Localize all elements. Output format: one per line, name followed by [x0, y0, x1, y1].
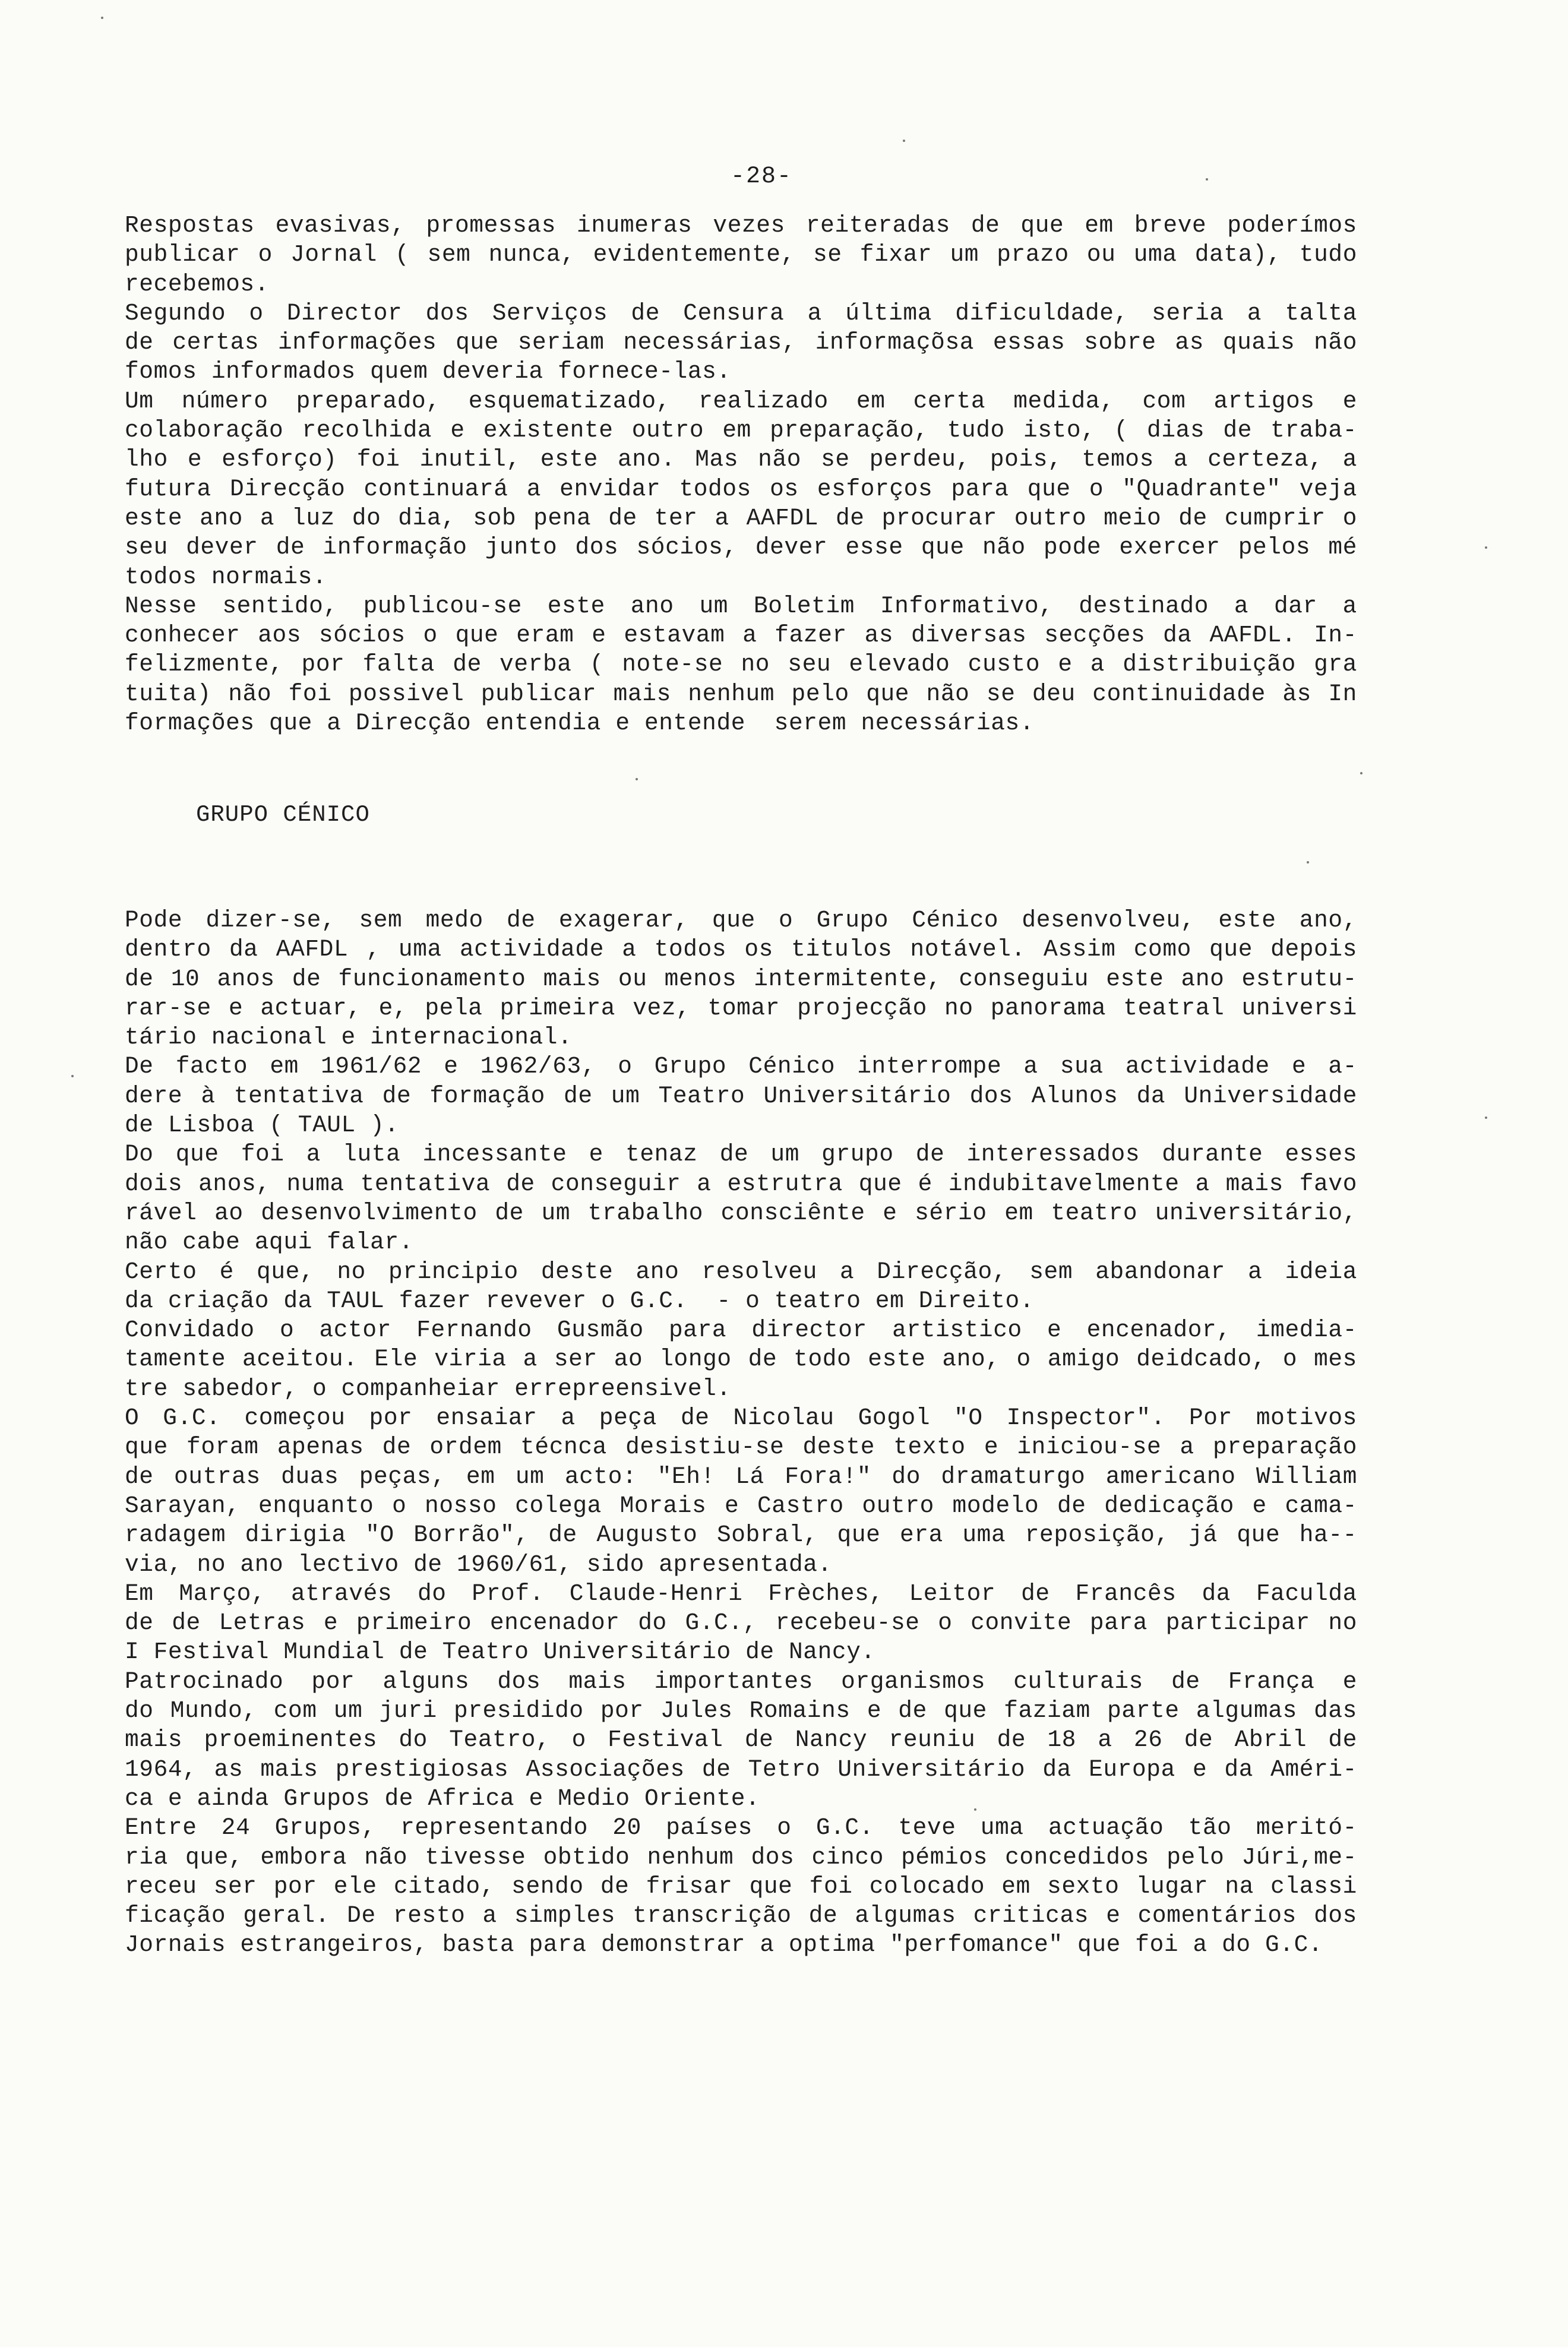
text-line: este ano a luz do dia, sob pena de ter a AAFDL de procurar outro meio de cumprir o	[125, 504, 1357, 532]
scan-speck	[71, 1075, 74, 1077]
text-line: de Lisboa ( TAUL ).	[125, 1112, 399, 1139]
text-line: lho e esforço) foi inutil, este ano. Mas não se perdeu, pois, temos a certeza, a	[125, 446, 1357, 473]
text-line: ca e ainda Grupos de Africa e Medio Oriente.	[125, 1785, 760, 1812]
text-line: recebemos.	[125, 270, 270, 298]
text-line: rar-se e actuar, e, pela primeira vez, tomar projecção no panorama teatral universi	[125, 994, 1357, 1021]
text-line: felizmente, por falta de verba ( note-se no seu elevado custo e a distribuição gra	[125, 651, 1357, 678]
text-line: tário nacional e internacional.	[125, 1024, 573, 1051]
text-line: receu ser por ele citado, sendo de frisar que foi colocado em sexto lugar na classi	[125, 1872, 1357, 1900]
scan-speck	[636, 778, 638, 780]
text-line: ria que, embora não tivesse obtido nenhum dos cinco pémios concedidos pelo Júri,me-	[125, 1843, 1357, 1871]
text-line: Em Março, através do Prof. Claude-Henri Frèches, Leitor de Francês da Faculda	[125, 1580, 1357, 1607]
text-line: Um número preparado, esquematizado, realizado em certa medida, com artigos e	[125, 387, 1357, 415]
text-line: dois anos, numa tentativa de conseguir a estrutra que é indubitavelmente a mais favo	[125, 1170, 1357, 1197]
text-line: seu dever de informação junto dos sócios, dever esse que não pode exercer pelos mé	[125, 534, 1357, 561]
text-line: tamente aceitou. Ele viria a ser ao longo de todo este ano, o amigo deidcado, o mes	[125, 1346, 1357, 1373]
text-line: de de Letras e primeiro encenador do G.C., recebeu-se o convite para participar no	[125, 1609, 1357, 1637]
text-line: Segundo o Director dos Serviços de Censura a última dificuldade, seria a talta	[125, 299, 1357, 327]
text-line: I Festival Mundial de Teatro Universitário de Nancy.	[125, 1639, 875, 1666]
text-line: Jornais estrangeiros, basta para demonstrar a optima "perfomance" que foi a do G.C.	[125, 1931, 1323, 1959]
text-line: todos normais.	[125, 563, 327, 590]
text-line: Entre 24 Grupos, representando 20 países o G.C. teve uma actuação tão meritó-	[125, 1814, 1357, 1842]
text-line: rável ao desenvolvimento de um trabalho consciênte e sério em teatro universitário,	[125, 1199, 1357, 1226]
scan-speck	[101, 17, 103, 19]
text-line: mais proeminentes do Teatro, o Festival de Nancy reuniu de 18 a 26 de Abril de	[125, 1726, 1357, 1754]
text-line: 1964, as mais prestigiosas Associações de Tetro Universitário da Europa e da Améri-	[125, 1755, 1357, 1783]
text-line: Respostas evasivas, promessas inumeras vezes reiteradas de que em breve poderímos	[125, 212, 1357, 239]
intro-text-block	[125, 211, 1357, 738]
text-line: futura Direcção continuará a envidar todos os esforços para que o "Quadrante" veja	[125, 475, 1357, 502]
text-line: dere à tentativa de formação de um Teatro Universitário dos Alunos da Universidade	[125, 1082, 1357, 1109]
text-line: Sarayan, enquanto o nosso colega Morais e Castro outro modelo de dedicação e cama-	[125, 1492, 1357, 1519]
text-line: Nesse sentido, publicou-se este ano um Boletim Informativo, destinado a dar a	[125, 592, 1357, 619]
text-line: conhecer aos sócios o que eram e estavam a fazer as diversas secções da AAFDL. In-	[125, 622, 1357, 649]
text-line: Patrocinado por alguns dos mais importantes organismos culturais de França e	[125, 1668, 1357, 1695]
text-line: colaboração recolhida e existente outro em preparação, tudo isto, ( dias de traba-	[125, 417, 1357, 444]
scan-speck	[1485, 546, 1487, 549]
text-line: que foram apenas de ordem técnca desistiu-se deste texto e iniciou-se a preparação	[125, 1434, 1357, 1461]
text-line: tuita) não foi possivel publicar mais nenhum pelo que não se deu continuidade às In	[125, 680, 1357, 707]
text-line: do Mundo, com um juri presidido por Jules Romains e de que faziam parte algumas das	[125, 1697, 1357, 1725]
text-line: fomos informados quem deveria fornece-las.	[125, 358, 731, 385]
text-line: ficação geral. De resto a simples transcrição de algumas criticas e comentários dos	[125, 1902, 1357, 1930]
text-line: Certo é que, no principio deste ano resolveu a Direcção, sem abandonar a ideia	[125, 1258, 1357, 1285]
scan-speck	[903, 140, 905, 142]
text-line: Convidado o actor Fernando Gusmão para director artistico e encenador, imedia-	[125, 1317, 1357, 1344]
text-line: formações que a Direcção entendia e entende serem necessárias.	[125, 710, 1035, 737]
scan-speck	[974, 1808, 976, 1811]
text-line: dentro da AAFDL , uma actividade a todos os titulos notável. Assim como que depois	[125, 936, 1357, 963]
grupo-cenico-text-block	[125, 906, 1357, 1960]
text-line: da criação da TAUL fazer revever o G.C. - o teatro em Direito.	[125, 1287, 1035, 1314]
text-line: Do que foi a luta incessante e tenaz de um grupo de interessados durante esses	[125, 1141, 1357, 1168]
text-line: tre sabedor, o companheiar errepreensivel.	[125, 1375, 731, 1402]
section-heading: GRUPO CÉNICO	[196, 802, 370, 828]
text-line: De facto em 1961/62 e 1962/63, o Grupo Cénico interrompe a sua actividade e a-	[125, 1053, 1357, 1080]
text-line: radagem dirigia "O Borrão", de Augusto Sobral, que era uma reposição, já que ha--	[125, 1522, 1357, 1549]
text-line: de outras duas peças, em um acto: "Eh! Lá Fora!" do dramaturgo americano William	[125, 1463, 1357, 1490]
page-number: -28-	[731, 163, 793, 190]
text-line: via, no ano lectivo de 1960/61, sido apresentada.	[125, 1551, 832, 1578]
scan-speck	[1307, 861, 1309, 863]
scan-speck	[1485, 1116, 1487, 1119]
text-line: de 10 anos de funcionamento mais ou menos intermitente, conseguiu este ano estrutu-	[125, 965, 1357, 992]
text-line: O G.C. começou por ensaiar a peça de Nicolau Gogol "O Inspector". Por motivos	[125, 1405, 1357, 1432]
text-line: publicar o Jornal ( sem nunca, evidentemente, se fixar um prazo ou uma data), tudo	[125, 241, 1357, 268]
text-line: de certas informações que seriam necessárias, informaçõsa essas sobre as quais não	[125, 329, 1357, 356]
scan-speck	[1206, 178, 1208, 181]
text-line: Pode dizer-se, sem medo de exagerar, que o Grupo Cénico desenvolveu, este ano,	[125, 907, 1357, 934]
scan-speck	[1360, 772, 1362, 774]
text-line: não cabe aqui falar.	[125, 1229, 414, 1256]
